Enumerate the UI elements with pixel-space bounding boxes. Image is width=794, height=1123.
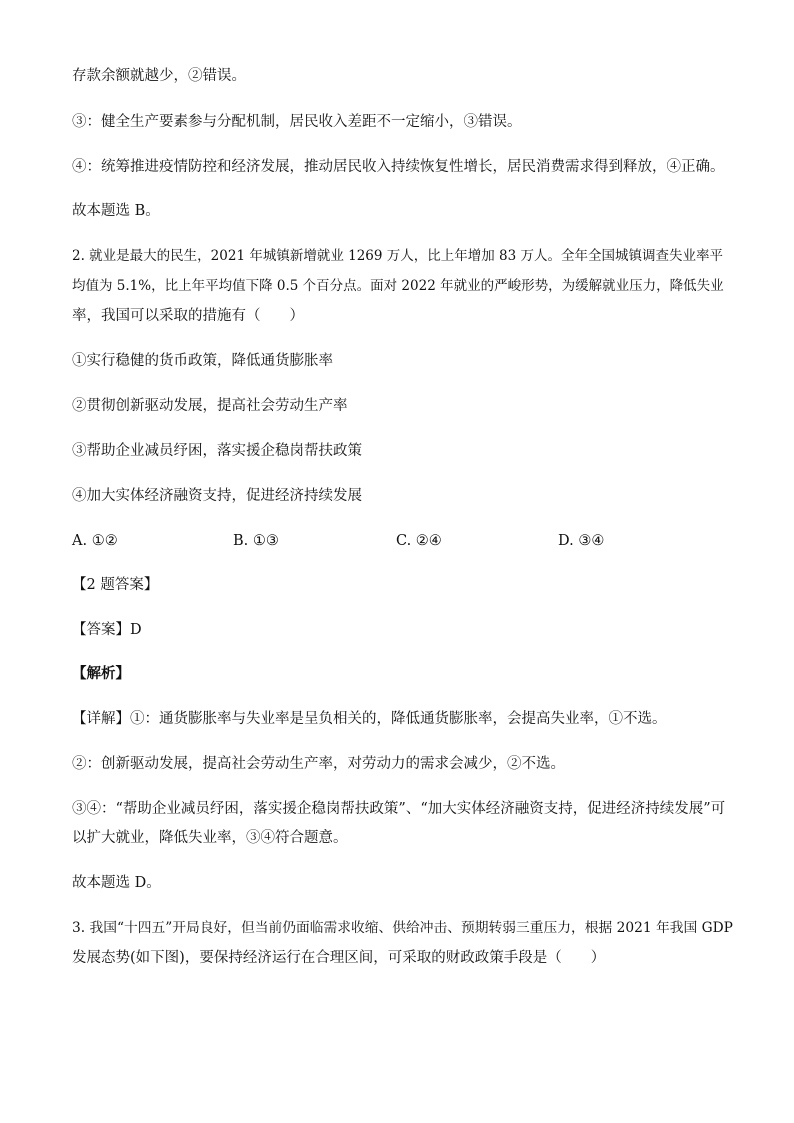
option-c: C. ②④ [396,533,442,549]
question-3-text: 发展态势(如下图)，要保持经济运行在合理区间，可采取的财政政策手段是（ ） [72,950,606,966]
question-2-text: 均值为 5.1%，比上年平均值下降 0.5 个百分点。面对 2022 年就业的严峻形势，为缓解就业压力，降低失业 [72,278,724,294]
text-line: ④：统筹推进疫情防控和经济发展，推动居民收入持续恢复性增长，居民消费需求得到释放，④正确。 [72,159,725,175]
answer-section-header: 【2 题答案】 [72,577,159,593]
detail-line: ③④：“帮助企业减员纾困，落实援企稳岗帮扶政策”、“加大实体经济融资支持，促进经济持续发展”可 [72,801,726,817]
analysis-header: 【解析】 [72,665,130,682]
question-2-text: 2. 就业是最大的民生，2021 年城镇新增就业 1269 万人，比上年增加 83 万人。全年全国城镇调查失业率平 [72,248,724,264]
option-d: D. ③④ [558,533,605,549]
option-b: B. ①③ [233,533,279,549]
statement-1: ①实行稳健的货币政策，降低通货膨胀率 [72,353,333,369]
detail-line: 【详解】①：通货膨胀率与失业率是呈负相关的，降低通货膨胀率，会提高失业率，①不选。 [72,711,667,727]
statement-2: ②贯彻创新驱动发展，提高社会劳动生产率 [72,398,348,414]
option-a: A. ①② [72,533,118,549]
question-3-text: 3. 我国“十四五”开局良好，但当前仍面临需求收缩、供给冲击、预期转弱三重压力，根据 2021 年我国 GDP [72,920,733,936]
answer-line: 【答案】D [72,622,142,638]
detail-line: ②：创新驱动发展，提高社会劳动生产率，对劳动力的需求会减少，②不选。 [72,756,565,772]
statement-4: ④加大实体经济融资支持，促进经济持续发展 [72,488,362,504]
detail-line: 以扩大就业，降低失业率，③④符合题意。 [72,830,348,846]
conclusion-line: 故本题选 D。 [72,875,161,891]
text-line: 存款余额就越少，②错误。 [72,68,246,84]
question-2-text: 率，我国可以采取的措施有（ ） [72,308,304,324]
text-line: ③：健全生产要素参与分配机制，居民收入差距不一定缩小，③错误。 [72,114,522,130]
text-line: 故本题选 B。 [72,203,160,219]
statement-3: ③帮助企业减员纾困，落实援企稳岗帮扶政策 [72,443,362,459]
